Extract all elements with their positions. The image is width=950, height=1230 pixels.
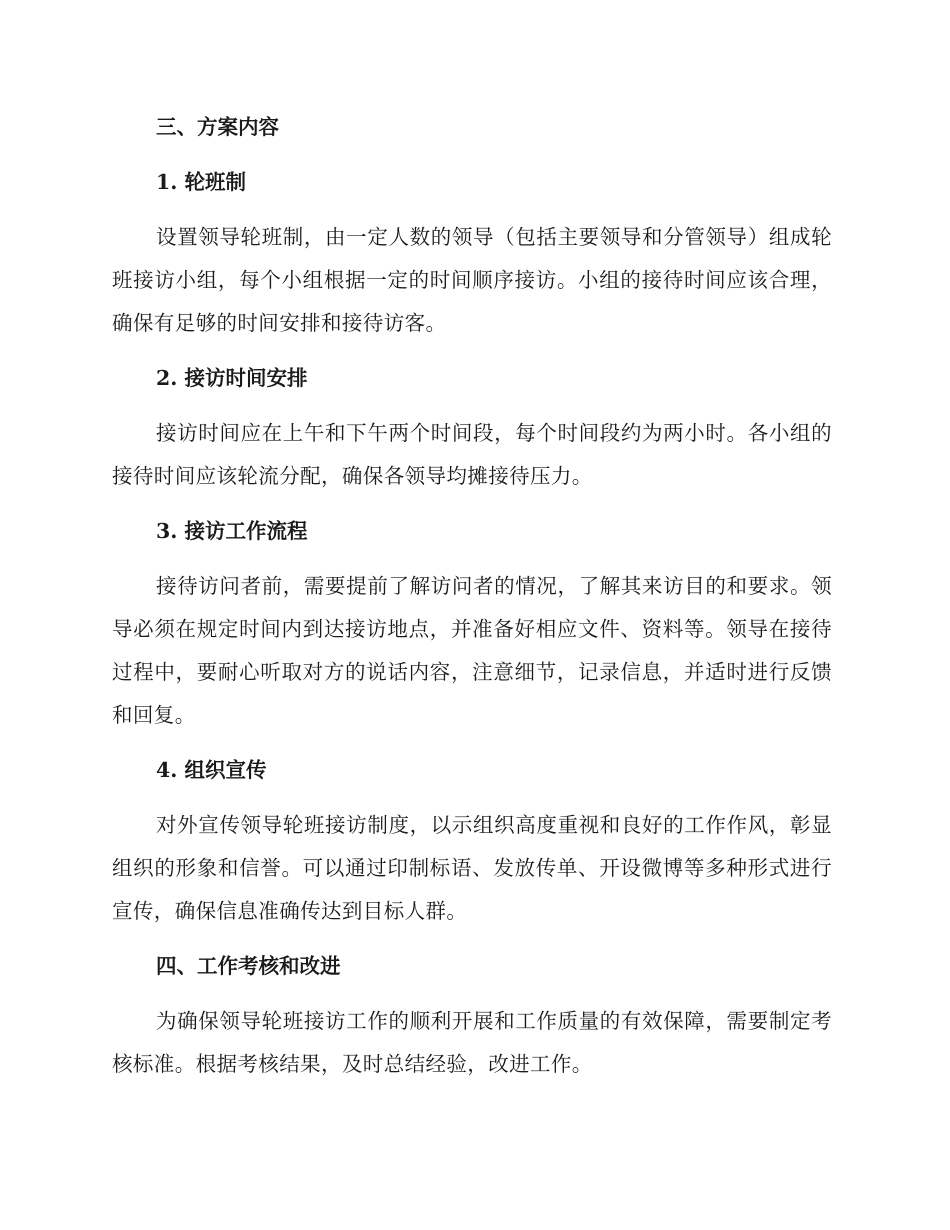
document-content [112,106,832,1086]
item-heading: 3. 接访工作流程 [156,519,308,543]
item-heading: 4. 组织宣传 [156,758,267,782]
item-heading: 2. 接访时间安排 [156,366,308,390]
item-paragraph: 接待访问者前，需要提前了解访问者的情况，了解其来访目的和要求。领导必须在规定时间内到达接访地点，并准备好相应文件、资料等。领导在接待过程中，要耐心听取对方的说话内容，注意细节，记录信息，并适时进行反馈和回复。 [112,574,832,727]
item-paragraph: 对外宣传领导轮班接访制度，以示组织高度重视和良好的工作作风，彰显组织的形象和信誉。可以通过印制标语、发放传单、开设微博等多种形式进行宣传，确保信息准确传达到目标人群。 [112,813,832,923]
item-paragraph: 设置领导轮班制，由一定人数的领导（包括主要领导和分管领导）组成轮班接访小组，每个小组根据一定的时间顺序接访。小组的接待时间应该合理，确保有足够的时间安排和接待访客。 [112,225,832,335]
section-paragraph: 为确保领导轮班接访工作的顺利开展和工作质量的有效保障，需要制定考核标准。根据考核结果，及时总结经验，改进工作。 [112,1009,832,1076]
section-heading: 三、方案内容 [156,115,279,139]
item-paragraph: 接访时间应在上午和下午两个时间段，每个时间段约为两小时。各小组的接待时间应该轮流分配，确保各领导均摊接待压力。 [112,421,832,488]
section-heading: 四、工作考核和改进 [156,954,341,978]
item-heading: 1. 轮班制 [156,170,247,194]
